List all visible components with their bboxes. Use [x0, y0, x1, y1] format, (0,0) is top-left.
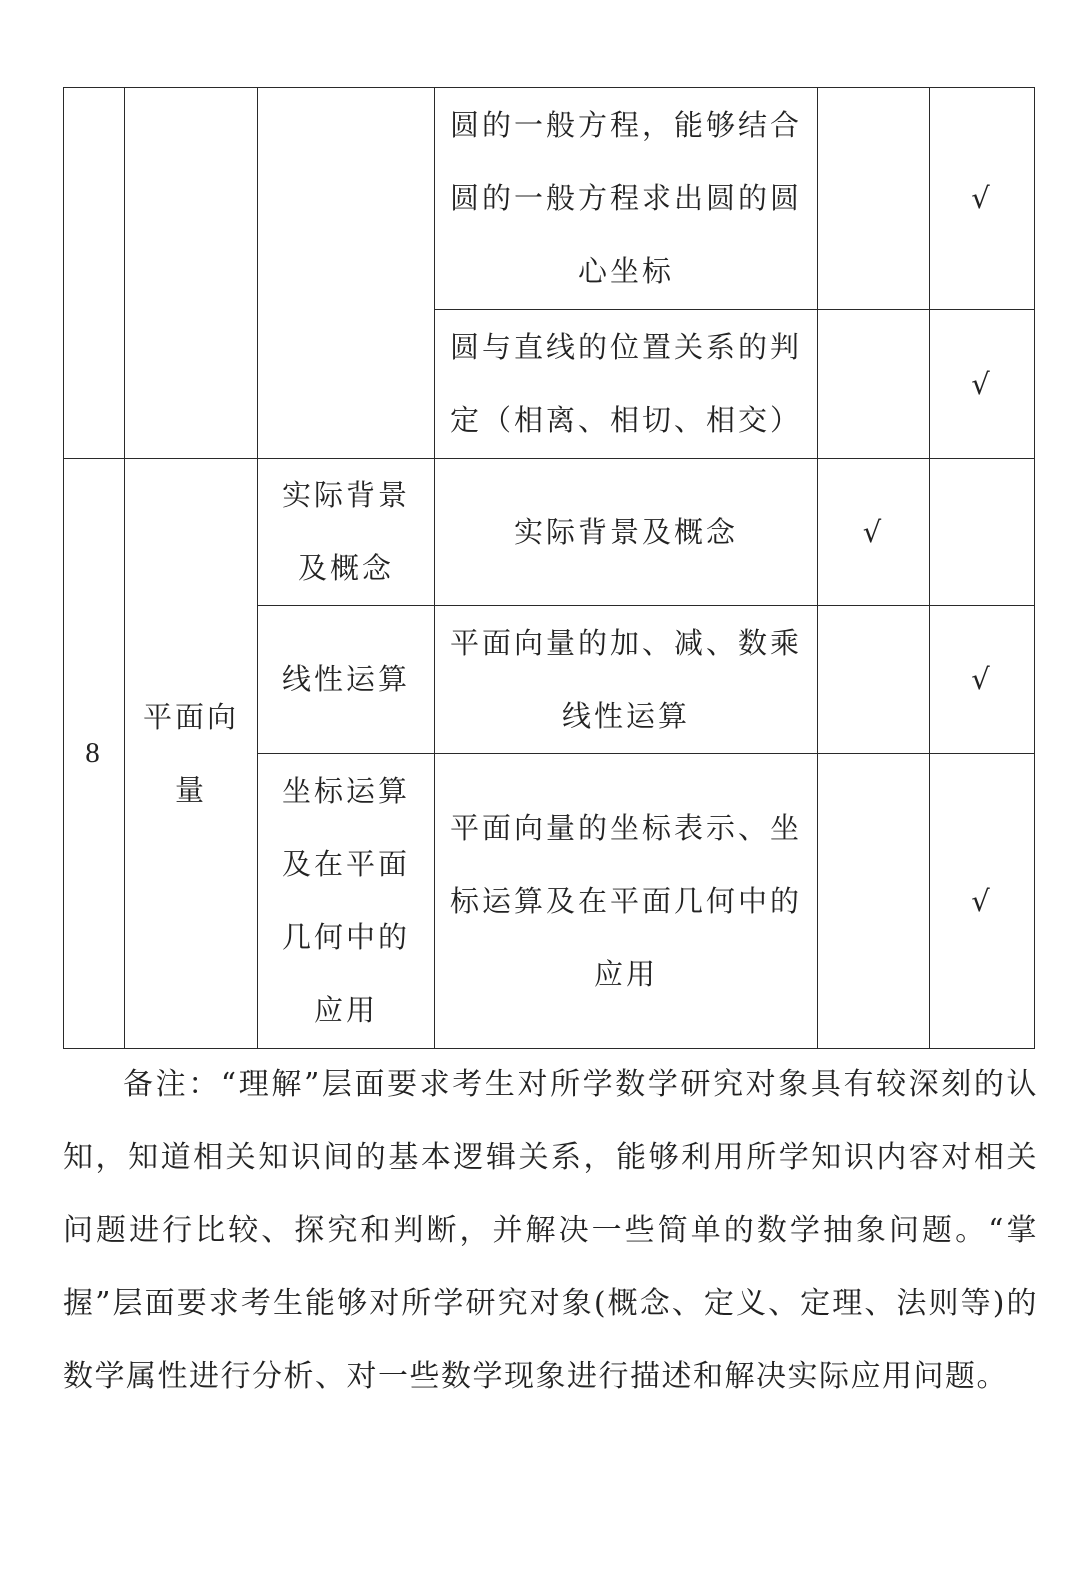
master-check-cell: √ [930, 606, 1035, 754]
table-row [64, 459, 1035, 606]
understand-check-cell: √ [818, 459, 930, 606]
master-check-cell [930, 459, 1035, 606]
content-cell: 平面向量的加、减、数乘线性运算 [435, 606, 818, 754]
understand-check-cell [818, 88, 930, 310]
understand-check-cell [818, 310, 930, 459]
subtopic-cell-empty [258, 88, 435, 459]
understand-check-cell [818, 754, 930, 1049]
number-cell-empty [64, 88, 125, 459]
remark-paragraph: 备注：“理解”层面要求考生对所学数学研究对象具有较深刻的认知，知道相关知识间的基本逻辑关系，能够利用所学知识内容对相关问题进行比较、探究和判断，并解决一些简单的数学抽象问题。“掌握”层面要求考生能够对所学研究对象(概念、定义、定理、法则等)的数学属性进行分析、对一些数学现象进行描述和解决实际应用问题。 [63, 1067, 1038, 1394]
syllabus-table [63, 87, 1035, 1049]
understand-check-cell [818, 606, 930, 754]
number-cell: 8 [64, 459, 125, 1049]
content-cell: 实际背景及概念 [435, 459, 818, 606]
subtopic-cell: 线性运算 [258, 606, 435, 754]
topic-cell-empty [125, 88, 258, 459]
content-cell: 圆与直线的位置关系的判定（相离、相切、相交） [435, 310, 818, 459]
master-check-cell: √ [930, 88, 1035, 310]
table-row [64, 88, 1035, 310]
master-check-cell: √ [930, 310, 1035, 459]
subtopic-cell: 坐标运算及在平面几何中的应用 [258, 754, 435, 1049]
content-cell: 平面向量的坐标表示、坐标运算及在平面几何中的应用 [435, 754, 818, 1049]
master-check-cell: √ [930, 754, 1035, 1049]
topic-cell: 平面向量 [125, 459, 258, 1049]
subtopic-cell: 实际背景及概念 [258, 459, 435, 606]
content-cell: 圆的一般方程，能够结合圆的一般方程求出圆的圆心坐标 [435, 88, 818, 310]
